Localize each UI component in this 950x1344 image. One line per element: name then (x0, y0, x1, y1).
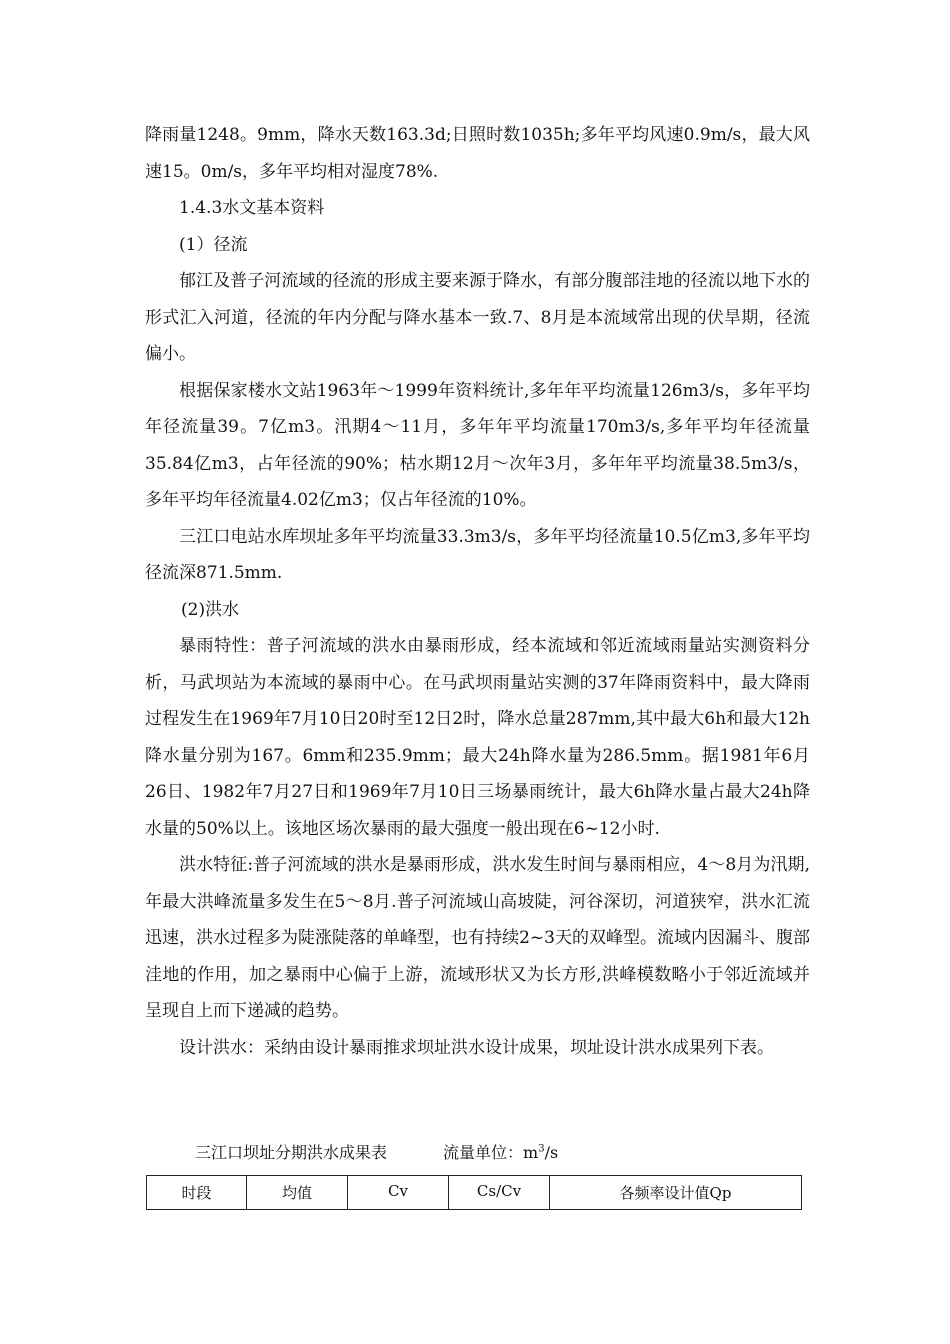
paragraph-design-flood: 设计洪水：采纳由设计暴雨推求坝址洪水设计成果，坝址设计洪水成果列下表。 (179, 1037, 774, 1058)
header-cell-design-values: 各频率设计值Qp (550, 1176, 802, 1210)
section-heading-hydrology: 1.4.3水文基本资料 (179, 198, 325, 218)
paragraph-flood-features: 洪水特征:普子河流域的洪水是暴雨形成，洪水发生时间与暴雨相应，4～8月为汛期,年最大洪峰流量多发生在5～8月.普子河流域山高坡陡，河谷深切，河道狭窄，洪水汇流迅速，洪水过程多为陡涨陡落的单峰型，也有持续2~3天的双峰型。流域内因漏斗、腹部洼地的作用，加之暴雨中心偏于上游，流域形状又为长方形,洪峰模数略小于邻近流域并呈现自上而下递减的趋势。 (145, 855, 810, 1021)
table-unit: 流量单位：$m^3/s$ (443, 1143, 559, 1162)
paragraph-rainstorm: 暴雨特性：普子河流域的洪水由暴雨形成，经本流域和邻近流域雨量站实测资料分析，马武坝站为本流域的暴雨中心。在马武坝雨量站实测的37年降雨资料中，最大降雨过程发生在1969年7月10日20时至12日2时，降水总量287mm,其中最大6h和最大12h降水量分别为167。6mm和235.9mm；最大24h降水量为286.5mm。据1981年6月26日、1982年7月27日和1969年7月10日三场暴雨统计，最大6h降水量占最大24h降水量的50%以上。该地区场次暴雨的最大强度一般出现在6~12小时. (145, 636, 810, 839)
header-cell-cv: Cv (348, 1176, 449, 1210)
header-cell-period: 时段 (147, 1176, 247, 1210)
header-cell-cs-cv: Cs/Cv (449, 1176, 550, 1210)
paragraph-runoff-statistics: 根据保家楼水文站1963年～1999年资料统计,多年年平均流量126m3/s，多年平均年径流量39。7亿m3。汛期4～11月，多年年平均流量170m3/s,多年平均年径流量35.84亿m3，占年径流的90%；枯水期12月～次年3月，多年年平均流量38.5m3/s，多年平均年径流量4.02亿m3；仅占年径流的10%。 (145, 380, 810, 510)
flood-results-table (146, 1175, 802, 1210)
paragraph-climate: 降雨量1248。9mm，降水天数163.3d;日照时数1035h;多年平均风速0.9m/s，最大风速15。0m/s，多年平均相对湿度78%. (145, 125, 810, 182)
table-title: 三江口坝址分期洪水成果表 (195, 1143, 388, 1162)
body-text (145, 117, 810, 1066)
paragraph-dam-runoff: 三江口电站水库坝址多年平均流量33.3m3/s，多年平均径流量10.5亿m3,多年平均径流深871.5mm. (145, 526, 810, 583)
subheading-runoff: (1）径流 (179, 234, 248, 255)
table-caption (195, 1140, 558, 1163)
subheading-flood: (2)洪水 (181, 599, 240, 620)
paragraph-runoff-source: 郁江及普子河流域的径流的形成主要来源于降水，有部分腹部洼地的径流以地下水的形式汇入河道，径流的年内分配与降水基本一致.7、8月是本流域常出现的伏旱期，径流偏小。 (145, 271, 810, 364)
header-cell-mean: 均值 (247, 1176, 348, 1210)
table-header-row (147, 1176, 802, 1210)
